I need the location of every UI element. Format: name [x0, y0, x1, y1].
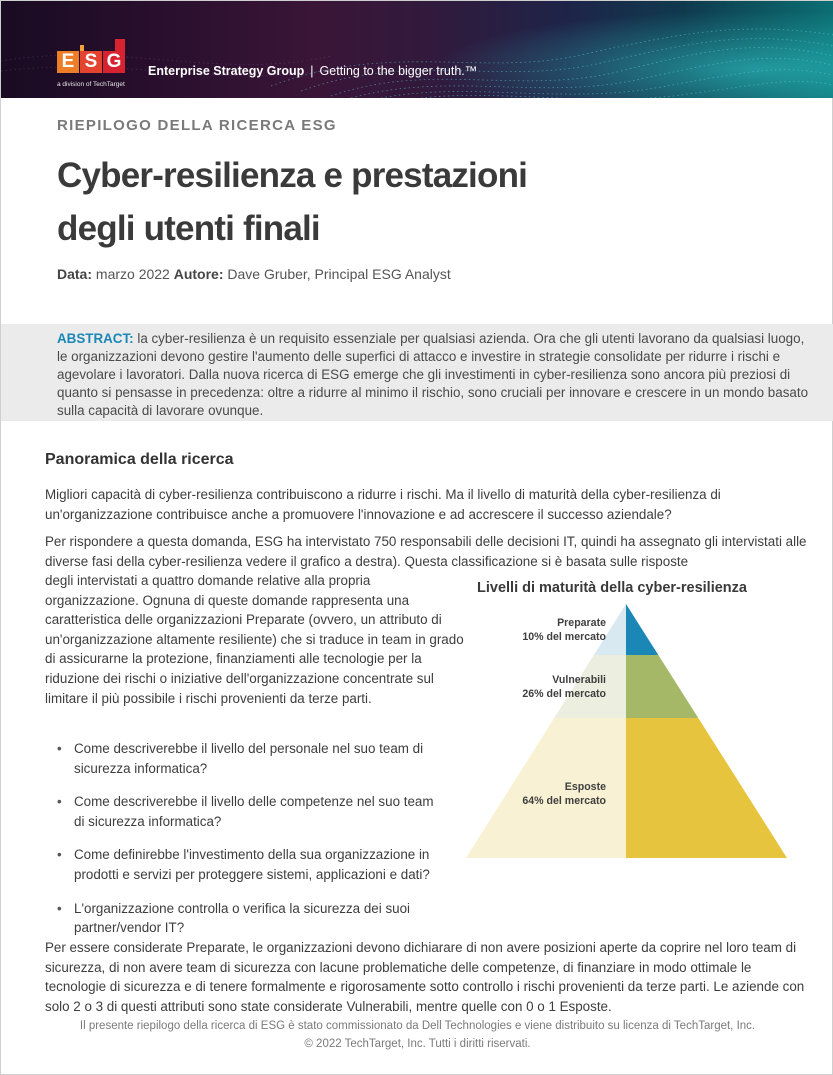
logo-letter-s: S [84, 51, 98, 72]
title-line-1: Cyber-resilienza e prestazioni [57, 156, 528, 195]
paragraph-intro: Migliori capacità di cyber-resilienza contribuiscono a ridurre i rischi. Ma il livello di maturità della cyber-resilienza di un'organizzazione contribuisce anche a promuovere l'innovazione e ad accrescere il successo aziendale? [45, 487, 721, 522]
pyramid-level-value: 26% del mercato [522, 687, 606, 700]
pyramid-level-name: Vulnerabili [552, 673, 606, 686]
paragraph-method: Per rispondere a questa domanda, ESG ha intervistato 750 responsabili delle decisioni IT, quindi ha assegnato gli intervistati alle diverse fasi della cyber-resilienza vedere il grafico a destra). Questa classificazione si è basata sulle risposte [45, 534, 807, 569]
pyramid-level-name: Esposte [564, 781, 606, 793]
tagline-text: Getting to the bigger truth.™ [319, 64, 478, 78]
logo-letter-g: G [106, 51, 122, 72]
footer-copyright: © 2022 TechTarget, Inc. Tutti i diritti riservati. [304, 1038, 531, 1050]
abstract-text: la cyber-resilienza è un requisito essenziale per qualsiasi azienda. Ora che gli utenti lavorano da qualsiasi luogo, le organizzazioni devono gestire l'aumento delle superfici di attacco e investire in strategie consolidate per ridurre i rischi e agevolare i lavoratori. Dalla nuova ricerca di ESG emerge che gli investimenti in cyber-resilienza sono ancora più preziosi di quanto si pensasse in precedenza: oltre a ridurre al minimo il rischio, sono cruciali per innovare e crescere in un mondo basato sulla capacità di lavorare ovunque. [57, 331, 809, 419]
footer-license: Il presente riepilogo della ricerca di ESG è stato commissionato da Dell Technologies e viene distribuito su licenza di TechTarget, Inc. [79, 1020, 756, 1032]
date-label: Data: [57, 266, 93, 282]
header-separator: | [310, 64, 314, 78]
maturity-pyramid-chart [1, 1, 833, 1075]
list-item: • L'organizzazione controlla o verifica la sicurezza dei suoi partner/vendor IT? [57, 899, 447, 938]
pyramid-level-name: Preparate [557, 616, 606, 629]
page-footer [1, 1017, 833, 1053]
report-kicker: RIEPILOGO DELLA RICERCA ESG [57, 117, 337, 134]
list-item: • Come definirebbe l'investimento della sua organizzazione in prodotti e servizi per proteggere sistemi, applicazioni e dati? [57, 845, 447, 884]
chart-title: Livelli di maturità della cyber-resilienza [477, 580, 747, 596]
pyramid-band-vulnerabili [626, 655, 698, 718]
list-item: • Come descriverebbe il livello delle competenze nel suo team di sicurezza informatica? [57, 792, 447, 831]
paragraph-criteria: Per essere considerate Preparate, le organizzazioni devono dichiarare di non avere posizioni aperte da coprire nel loro team di sicurezza, di non avere team di sicurezza con lacune problematiche delle competenze, di finanziare in modo ottimale le tecnologie di sicurezza e di tenere formalmente e rigorosamente sotto controllo i rischi provenienti da terze parti. Le aziende con solo 2 o 3 di questi attributi sono state considerate Vulnerabili, mentre quelle con 0 o 1 Esposte. [45, 940, 805, 1014]
company-name: Enterprise Strategy Group [148, 64, 305, 78]
section-heading: Panoramica della ricerca [45, 451, 234, 468]
title-line-2: degli utenti finali [57, 209, 320, 248]
pyramid-label-esposte [456, 780, 606, 808]
abstract-label: ABSTRACT: [57, 331, 134, 346]
logo-letter-e: E [61, 51, 75, 72]
pyramid-level-value: 64% del mercato [522, 795, 606, 807]
pyramid-level-value: 10% del mercato [522, 630, 606, 643]
author-value: Dave Gruber, Principal ESG Analyst [227, 266, 451, 282]
paragraph-method-continued: degli intervistati a quattro domande relative alla propria organizzazione. Ognuna di queste domande rappresenta una caratteristica delle organizzazioni Preparate (ovvero, un attributo di un'organizzazione altamente resiliente) che si traduce in team in grado di assicurarne la protezione, finanziamenti alle tecnologie per la riduzione dei rischi o iniziative dell'organizzazione concentrate sul limitare il più possibile i rischi provenienti da terze parti. [45, 573, 464, 706]
pyramid-label-vulnerabili [456, 673, 606, 701]
logo-subtitle: a division of TechTarget [57, 81, 125, 88]
pyramid-band-preparate [626, 604, 658, 655]
date-value: marzo 2022 [95, 266, 170, 282]
pyramid-label-preparate [456, 616, 606, 644]
list-item: • Come descriverebbe il livello del personale nel suo team di sicurezza informatica? [57, 739, 447, 778]
author-label: Autore: [173, 266, 224, 282]
pyramid-band-esposte [626, 718, 787, 858]
